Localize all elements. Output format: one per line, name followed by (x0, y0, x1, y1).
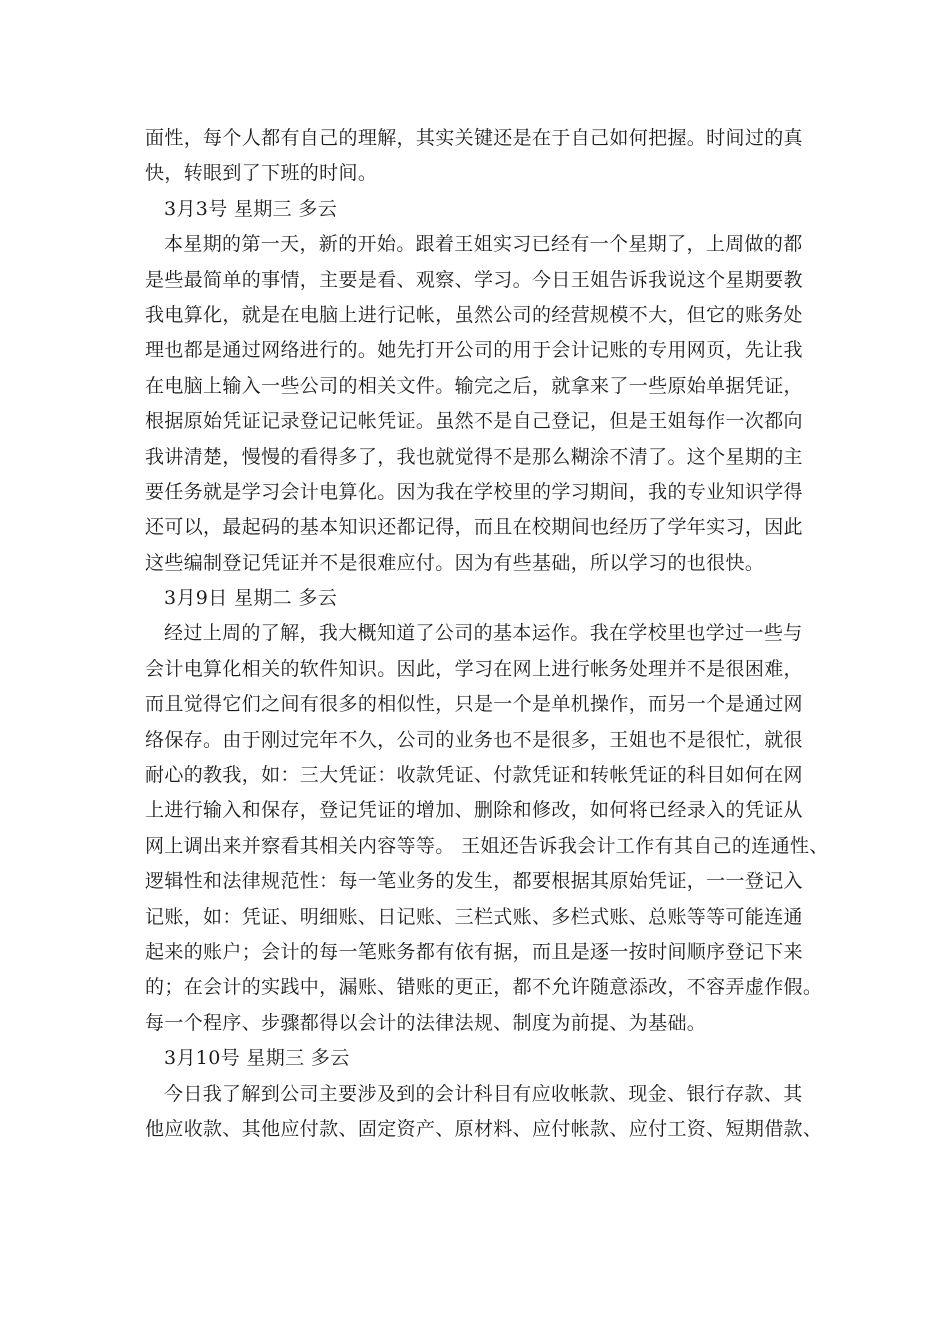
text-line: 网上调出来并察看其相关内容等等。 王姐还告诉我会计工作有其自己的连通性、 (145, 834, 829, 857)
text-line: 上进行输入和保存，登记凭证的增加、删除和修改，如何将已经录入的凭证从 (145, 799, 803, 822)
date-heading: 3月3号 星期三 多云 (164, 197, 338, 220)
text-line: 快，转眼到了下班的时间。 (145, 162, 378, 185)
document-body (145, 121, 829, 1147)
text-line: 逻辑性和法律规范性：每一笔业务的发生，都要根据其原始凭证，一一登记入 (145, 870, 803, 893)
text-line: 起来的账户；会计的每一笔账务都有依有据，而且是逐一按时间顺序登记下来 (145, 940, 803, 963)
text-line: 要任务就是学习会计电算化。因为我在学校里的学习期间，我的专业知识学得 (145, 480, 803, 503)
text-line: 在电脑上输入一些公司的相关文件。输完之后，就拿来了一些原始单据凭证， (145, 374, 803, 397)
text-line: 耐心的教我，如：三大凭证：收款凭证、付款凭证和转帐凭证的科目如何在网 (145, 764, 803, 787)
text-line: 而且觉得它们之间有很多的相似性，只是一个是单机操作，而另一个是通过网 (145, 693, 803, 716)
date-heading: 3月9日 星期二 多云 (164, 587, 338, 610)
text-line: 会计电算化相关的软件知识。因此，学习在网上进行帐务处理并不是很困难， (145, 657, 803, 680)
paragraph-first-line: 经过上周的了解，我大概知道了公司的基本运作。我在学校里也学过一些与 (164, 622, 803, 645)
text-line: 是些最简单的事情，主要是看、观察、学习。今日王姐告诉我说这个星期要教 (145, 268, 803, 291)
text-line: 面性，每个人都有自己的理解，其实关键还是在于自己如何把握。时间过的真 (145, 127, 803, 149)
text-line: 每一个程序、步骤都得以会计的法律法规、制度为前提、为基础。 (145, 1011, 707, 1034)
text-line: 还可以，最起码的基本知识还都记得，而且在校期间也经历了学年实习，因此 (145, 516, 803, 539)
paragraph-first-line: 今日我了解到公司主要涉及到的会计科目有应收帐款、现金、银行存款、其 (164, 1082, 803, 1105)
date-heading: 3月10号 星期三 多云 (164, 1047, 350, 1070)
text-line: 络保存。由于刚过完年不久，公司的业务也不是很多，王姐也不是很忙，就很 (145, 728, 803, 751)
text-line: 这些编制登记凭证并不是很难应付。因为有些基础，所以学习的也很快。 (145, 551, 765, 574)
text-line: 的；在会计的实践中，漏账、错账的更正，都不允许随意添改，不容弄虚作假。 (145, 976, 823, 999)
text-line: 理也都是通过网络进行的。她先打开公司的用于会计记账的专用网页，先让我 (145, 339, 803, 362)
paragraph-first-line: 本星期的第一天，新的开始。跟着王姐实习已经有一个星期了，上周做的都 (164, 233, 803, 256)
text-line: 他应收款、其他应付款、固定资产、原材料、应付帐款、应付工资、短期借款、 (145, 1117, 823, 1140)
text-line: 我电算化，就是在电脑上进行记帐，虽然公司的经营规模不大，但它的账务处 (145, 303, 803, 326)
text-line: 记账，如：凭证、明细账、日记账、三栏式账、多栏式账、总账等等可能连通 (145, 905, 803, 928)
text-line: 根据原始凭证记录登记记帐凭证。虽然不是自己登记，但是王姐每作一次都向 (145, 410, 803, 433)
text-line: 我讲清楚，慢慢的看得多了，我也就觉得不是那么糊涂不清了。这个星期的主 (145, 445, 803, 468)
